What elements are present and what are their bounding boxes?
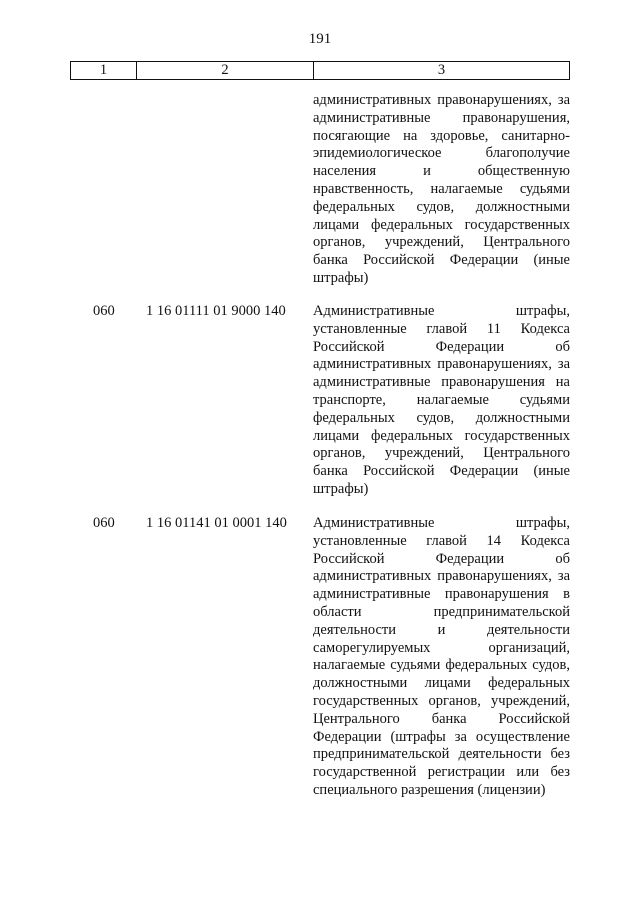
- admin-code: 060: [93, 303, 115, 319]
- row-description: Административные штрафы, установленные главой 14 Кодекса Российской Федерации об административных правонарушениях, за административные правонарушения в области предпринимательской деятельности и деятельности саморегулируемых организаций, налагаемые судьями федеральных судов, должностными лицами федеральных государственных органов, учреждений, Центрального банка Российской Федерации (штрафы за осуществление предпринимательской деятельности без государственной регистрации или без специального разрешения (лицензии): [313, 515, 570, 798]
- table-header: [70, 61, 570, 80]
- admin-code: 060: [93, 515, 115, 531]
- header-col-1: 1: [71, 62, 137, 79]
- header-col-2: 2: [137, 62, 314, 79]
- kbk-code: 1 16 01141 01 0001 140: [146, 515, 287, 531]
- row-description: Административные штрафы, установленные главой 11 Кодекса Российской Федерации об административных правонарушениях, за административные правонарушения на транспорте, налагаемые судьями федеральных судов, должностными лицами федеральных государственных органов, учреждений, Центрального банка Российской Федерации (иные штрафы): [313, 303, 570, 497]
- header-col-3: 3: [437, 62, 446, 78]
- kbk-code: 1 16 01111 01 9000 140: [146, 303, 286, 319]
- page-number: 191: [308, 31, 332, 47]
- continuation-text: административных правонарушениях, за административные правонарушения, посягающие на здоровье, санитарно-эпидемиологическое благополучие населения и общественную нравственность, налагаемые судьями федеральных судов, должностными лицами федеральных государственных органов, учреждений, Центрального банка Российской Федерации (иные штрафы): [313, 92, 570, 286]
